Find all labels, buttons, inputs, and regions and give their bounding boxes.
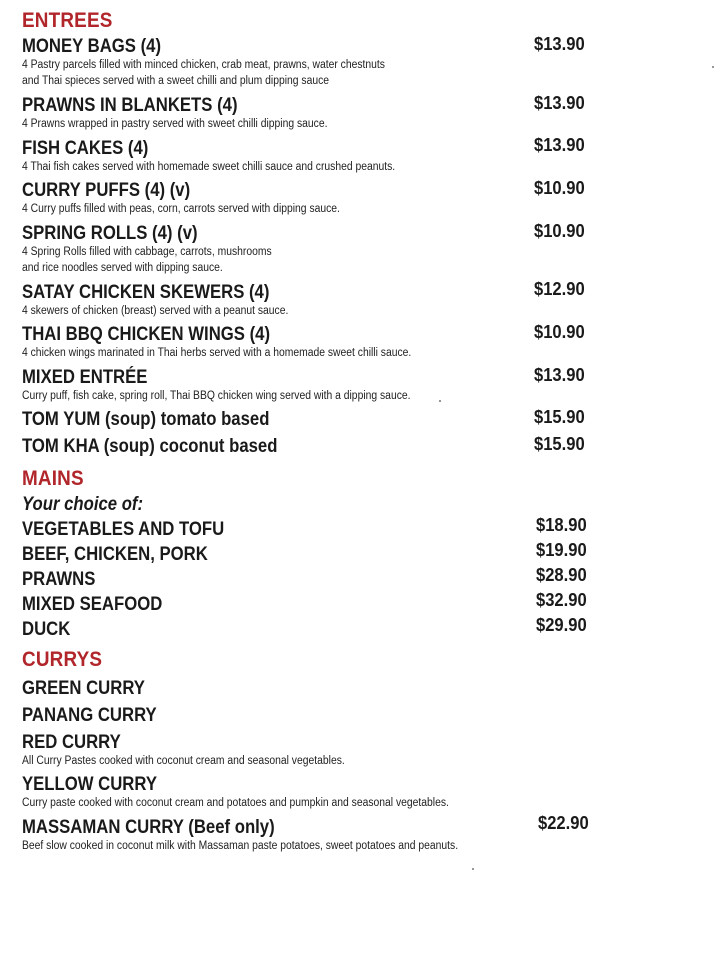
item-description: Curry paste cooked with coconut cream and potatoes and pumpkin and seasonal vegetables.	[22, 797, 449, 809]
item-name: BEEF, CHICKEN, PORK	[22, 544, 208, 565]
menu-item	[22, 594, 622, 615]
item-price: $15.90	[534, 434, 585, 454]
item-description: 4 Pastry parcels filled with minced chicken, crab meat, prawns, water chestnuts	[22, 59, 385, 71]
item-price: $13.90	[534, 93, 585, 113]
scan-speck	[472, 868, 474, 870]
item-price: $28.90	[536, 565, 587, 585]
item-name: VEGETABLES AND TOFU	[22, 519, 225, 540]
menu-item	[22, 324, 622, 361]
item-name: DUCK	[22, 619, 71, 640]
item-name: RED CURRY	[22, 732, 121, 753]
item-price: $13.90	[534, 34, 585, 54]
item-price: $29.90	[536, 615, 587, 635]
menu-item	[22, 180, 622, 217]
item-price: $13.90	[534, 135, 585, 155]
item-description: and rice noodles served with dipping sauce.	[22, 262, 223, 274]
item-name: THAI BBQ CHICKEN WINGS (4)	[22, 324, 271, 345]
item-name: MIXED SEAFOOD	[22, 594, 163, 615]
item-name: MIXED ENTRÉE	[22, 367, 148, 388]
item-description: 4 chicken wings marinated in Thai herbs served with a homemade sweet chilli sauce.	[22, 347, 412, 359]
item-description: 4 Curry puffs filled with peas, corn, carrots served with dipping sauce.	[22, 203, 340, 215]
menu-item	[22, 544, 622, 565]
item-name: CURRY PUFFS (4) (v)	[22, 180, 191, 201]
menu-item	[22, 138, 622, 175]
menu-item	[22, 223, 622, 276]
menu-item	[22, 36, 622, 89]
item-price: $10.90	[534, 322, 585, 342]
item-price: $32.90	[536, 590, 587, 610]
item-description: All Curry Pastes cooked with coconut cream and seasonal vegetables.	[22, 755, 345, 767]
scan-speck	[439, 400, 441, 402]
item-description: 4 skewers of chicken (breast) served with a peanut sauce.	[22, 305, 289, 317]
menu-item	[22, 367, 622, 404]
menu-item	[22, 678, 622, 699]
item-price: $22.90	[538, 813, 589, 833]
menu-item	[22, 705, 622, 726]
item-price: $12.90	[534, 279, 585, 299]
item-price: $15.90	[534, 407, 585, 427]
item-description: Curry puff, fish cake, spring roll, Thai BBQ chicken wing served with a dipping sauce.	[22, 390, 411, 402]
menu-item	[22, 436, 622, 457]
item-description: 4 Spring Rolls filled with cabbage, carrots, mushrooms	[22, 246, 272, 258]
scan-speck	[712, 66, 714, 68]
menu-item	[22, 569, 622, 590]
menu-item	[22, 817, 622, 854]
mains-subtitle: Your choice of:	[22, 494, 144, 515]
item-description: 4 Prawns wrapped in pastry served with sweet chilli dipping sauce.	[22, 118, 328, 130]
item-name: PANANG CURRY	[22, 705, 157, 726]
item-name: PRAWNS	[22, 569, 96, 590]
item-description: 4 Thai fish cakes served with homemade sweet chilli sauce and crushed peanuts.	[22, 161, 396, 173]
menu-item	[22, 409, 622, 430]
item-price: $10.90	[534, 221, 585, 241]
menu-item	[22, 619, 622, 640]
item-description: Beef slow cooked in coconut milk with Massaman paste potatoes, sweet potatoes and peanuts.	[22, 840, 459, 852]
item-name: MASSAMAN CURRY (Beef only)	[22, 817, 275, 838]
item-name: GREEN CURRY	[22, 678, 145, 699]
item-price: $13.90	[534, 365, 585, 385]
item-name: FISH CAKES (4)	[22, 138, 149, 159]
item-name: TOM KHA (soup) coconut based	[22, 436, 278, 457]
item-description: and Thai spieces served with a sweet chilli and plum dipping sauce	[22, 75, 330, 87]
item-name: YELLOW CURRY	[22, 774, 157, 795]
mains-heading: MAINS	[22, 467, 84, 490]
item-price: $10.90	[534, 178, 585, 198]
menu-item	[22, 95, 622, 132]
item-name: SATAY CHICKEN SKEWERS (4)	[22, 282, 270, 303]
menu-item	[22, 519, 622, 540]
entrees-heading: ENTREES	[22, 9, 113, 32]
item-price: $18.90	[536, 515, 587, 535]
menu-item	[22, 774, 622, 811]
menu-item	[22, 732, 622, 769]
item-price: $19.90	[536, 540, 587, 560]
item-name: PRAWNS IN BLANKETS (4)	[22, 95, 238, 116]
menu-item	[22, 282, 622, 319]
item-name: TOM YUM (soup) tomato based	[22, 409, 270, 430]
item-name: SPRING ROLLS (4) (v)	[22, 223, 198, 244]
item-name: MONEY BAGS (4)	[22, 36, 162, 57]
currys-heading: CURRYS	[22, 648, 103, 671]
